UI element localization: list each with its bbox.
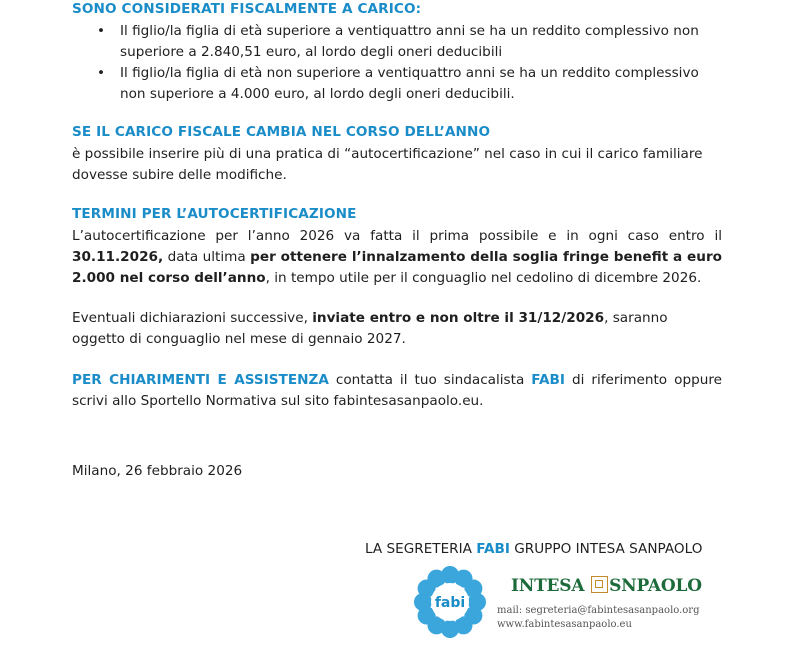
- help-text: contatta il tuo sindacalista: [328, 372, 532, 388]
- terms-text: data ultima: [163, 249, 251, 265]
- bank-mark-icon: [591, 576, 608, 593]
- section-dependents-title: SONO CONSIDERATI FISCALMENTE A CARICO:: [72, 1, 422, 17]
- late-deadline: inviate entro e non oltre il 31/12/2026: [312, 310, 605, 326]
- terms-text: L’autocertificazione per l’anno 2026 va fatta il prima possibile e in ogni caso entro il: [72, 228, 722, 244]
- terms-text: Eventuali dichiarazioni successive,: [72, 310, 313, 326]
- list-item: • Il figlio/la figlia di età non superiore a ventiquattro anni se ha un reddito complessivo non superiore a 4.000 euro, al lordo degli oneri deducibili.: [72, 63, 724, 104]
- help-paragraph: [72, 370, 722, 412]
- intesa-sanpaolo-logo: [511, 576, 702, 596]
- section-change-title: SE IL CARICO FISCALE CAMBIA NEL CORSO DELL’ANNO: [72, 124, 491, 140]
- section-terms-title: TERMINI PER L’AUTOCERTIFICAZIONE: [72, 206, 357, 222]
- contact-website: www.fabintesasanpaolo.eu: [497, 619, 632, 630]
- section-help-title: PER CHIARIMENTI E ASSISTENZA: [72, 372, 329, 388]
- help-text: di riferimento oppure scrivi allo Sportello Normativa sul sito fabintesasanpaolo.eu.: [72, 372, 722, 409]
- dependents-list: [72, 21, 724, 105]
- signature-text: GRUPPO INTESA SANPAOLO: [509, 541, 703, 557]
- section-change-body: è possibile inserire più di una pratica di “autocertificazione” nel caso in cui il carico familiare dovesse subire delle modifiche.: [72, 146, 703, 183]
- terms-paragraph-2: [72, 308, 722, 350]
- fabi-logo-text: fabi: [434, 595, 466, 611]
- signature: [365, 541, 702, 557]
- terms-text: , in tempo utile per il conguaglio nel cedolino di dicembre 2026.: [265, 270, 702, 286]
- fabi-flower-logo: [414, 566, 486, 638]
- bank-logo-right: SNPAOLO: [609, 576, 702, 596]
- list-item: • Il figlio/la figlia di età superiore a ventiquattro anni se ha un reddito complessivo non superiore a 2.840,51 euro, al lordo degli oneri deducibili: [72, 21, 724, 62]
- fringe-benefit-note: per ottenere l’innalzamento della soglia fringe benefit a euro 2.000 nel corso dell’anno: [72, 249, 722, 286]
- place-date: Milano, 26 febbraio 2026: [72, 463, 243, 479]
- terms-paragraph-1: [72, 226, 722, 289]
- deadline-date: 30.11.2026,: [72, 249, 164, 265]
- signature-text: LA SEGRETERIA: [365, 541, 477, 557]
- bank-logo-left: INTESA: [511, 576, 585, 596]
- union-name: FABI: [531, 372, 565, 388]
- terms-text: , saranno oggetto di conguaglio nel mese di gennaio 2027.: [72, 310, 668, 347]
- contact-email: mail: segreteria@fabintesasanpaolo.org: [497, 605, 700, 616]
- signature-union: FABI: [476, 541, 510, 557]
